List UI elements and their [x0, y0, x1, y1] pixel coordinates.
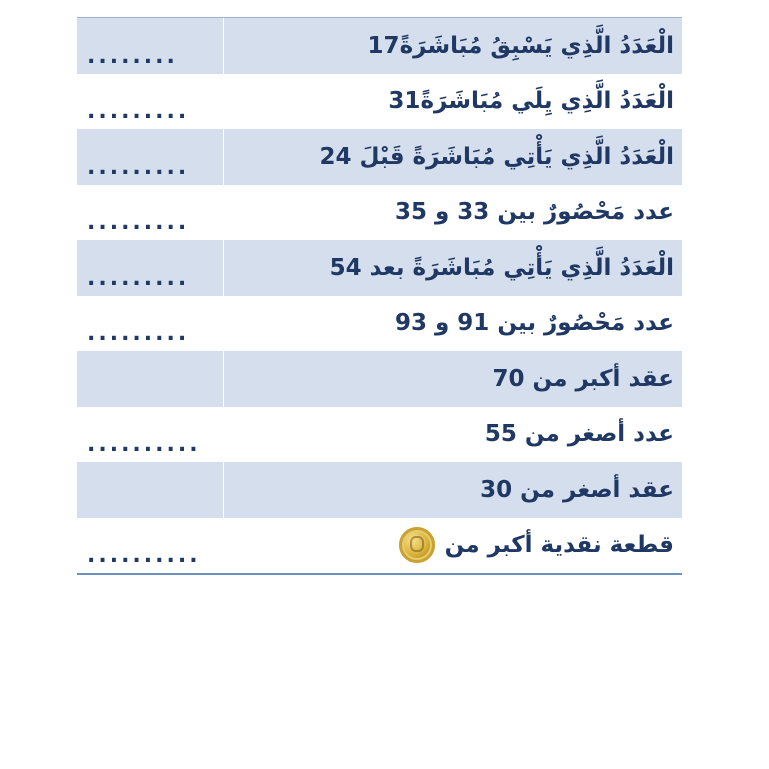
table-row: [77, 351, 682, 407]
table-row: [77, 240, 682, 296]
answer-blank: .........: [87, 210, 190, 235]
question-cell: [224, 74, 682, 130]
question-cell: [224, 351, 682, 407]
answer-cell[interactable]: [77, 462, 224, 518]
question-text: عدد مَحْصُورٌ بين 91 و 93: [394, 310, 674, 337]
table-row: [77, 74, 682, 130]
answer-cell[interactable]: [77, 518, 224, 574]
answer-cell[interactable]: [77, 351, 224, 407]
table-row: [77, 296, 682, 352]
answer-cell[interactable]: [77, 129, 224, 185]
question-text: عدد مَحْصُورٌ بين 33 و 35: [394, 199, 674, 226]
table-row: [77, 129, 682, 185]
question-text: قطعة نقدية أكبر من: [444, 532, 674, 559]
answer-blank: .........: [87, 99, 190, 124]
table-row: [77, 518, 682, 574]
answer-cell[interactable]: [77, 240, 224, 296]
coin-icon: [399, 527, 435, 563]
answer-cell[interactable]: [77, 74, 224, 130]
answer-cell[interactable]: [77, 296, 224, 352]
answer-cell[interactable]: [77, 407, 224, 463]
question-text: الْعَدَدُ الَّذِي يَأْتِي مُبَاشَرَةً بعد 54: [329, 254, 674, 281]
question-cell: [224, 185, 682, 241]
answer-blank: .........: [87, 154, 190, 180]
answer-blank: .........: [87, 265, 190, 291]
table-row: [77, 185, 682, 241]
question-cell: [224, 407, 682, 463]
table-row: [77, 462, 682, 518]
answer-blank: ..........: [87, 432, 201, 457]
answer-cell[interactable]: [77, 185, 224, 241]
question-text: عدد أصغر من 55: [484, 421, 674, 448]
question-text: الْعَدَدُ الَّذِي يِلَي مُبَاشَرَةً31: [388, 88, 674, 115]
answer-cell[interactable]: [77, 18, 224, 74]
question-cell: [224, 462, 682, 518]
question-text: عقد أصغر من 30: [480, 476, 674, 503]
table-row: [77, 407, 682, 463]
question-cell: [224, 129, 682, 185]
question-text: عقد أكبر من 70: [492, 365, 674, 392]
table-row: [77, 18, 682, 74]
answer-blank: ........: [87, 43, 178, 69]
question-text: الْعَدَدُ الَّذِي يَأْتِي مُبَاشَرَةً قَبْلَ 24: [319, 143, 674, 170]
answer-blank: .........: [87, 321, 190, 346]
question-cell: [224, 18, 682, 74]
question-text: الْعَدَدُ الَّذِي يَسْبِقُ مُبَاشَرَةً17: [367, 32, 674, 59]
question-cell: [224, 296, 682, 352]
question-cell: [224, 518, 682, 574]
worksheet-table: [77, 17, 682, 575]
answer-blank: ..........: [87, 543, 201, 568]
question-cell: [224, 240, 682, 296]
